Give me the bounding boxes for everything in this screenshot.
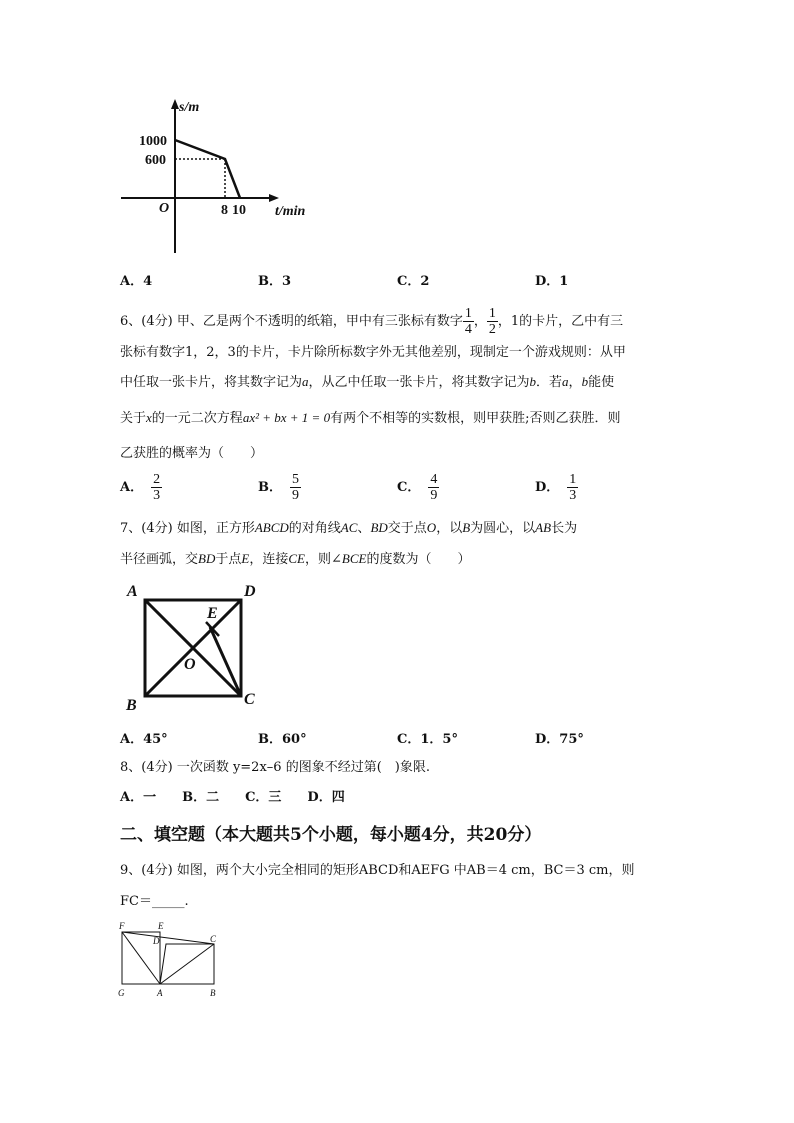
option-fraction (428, 472, 439, 503)
frac-den: 2 (488, 322, 496, 337)
q8-options[interactable]: A．一 B．二 C．三 D．四 (120, 790, 345, 805)
option-letter: D． (535, 732, 560, 747)
option-fraction (290, 472, 301, 503)
graph-x-label: t/min (275, 204, 306, 219)
var-bd: BD (198, 551, 216, 566)
q7-text: ，则∠ (304, 552, 342, 567)
q5-option-d[interactable] (535, 270, 568, 289)
q5-option-a[interactable] (120, 270, 152, 289)
frac-den: 3 (569, 488, 577, 503)
option-letter: A． (120, 480, 144, 495)
q7-line1 (120, 519, 577, 538)
var-abcd: ABCD (254, 520, 289, 535)
option-letter: C． (397, 480, 421, 495)
vertex-a: A (127, 583, 138, 600)
option-letter: A． (120, 732, 144, 747)
var-b: b (529, 374, 537, 389)
segment-ce (210, 627, 241, 696)
var-a: a (302, 374, 309, 389)
option-value: 2 (420, 274, 430, 289)
q7-text: 长为 (551, 521, 578, 536)
q7-option-a[interactable] (120, 728, 168, 747)
label-d: D (153, 936, 160, 946)
segment-ac (160, 944, 214, 984)
q6-option-c[interactable] (397, 472, 439, 503)
frac-num: 2 (153, 472, 161, 487)
q6-text: ．若 (536, 375, 563, 390)
q7-text: 7、(4分) 如图，正方形 (120, 521, 255, 536)
option-letter: B． (258, 274, 282, 289)
frac-den: 4 (464, 322, 472, 337)
label-e: E (158, 921, 164, 931)
q6-line3 (120, 373, 614, 392)
q7-text: 、 (357, 521, 371, 536)
vertex-b: B (126, 697, 137, 714)
q6-text: ，1的卡片，乙中有三 (497, 314, 624, 329)
frac-num: 4 (430, 472, 438, 487)
q6-option-b[interactable] (258, 472, 301, 503)
q6-text: 能使 (588, 375, 615, 390)
q6-line4 (120, 409, 620, 428)
q6-option-a[interactable] (120, 472, 162, 503)
q5-option-b[interactable] (258, 270, 291, 289)
q6-line2: 张标有数字1，2，3的卡片，卡片除所标数字外无其他差别，现制定一个游戏规则：从甲 (120, 345, 626, 360)
option-value: 1 (559, 274, 569, 289)
var-bd: BD (370, 520, 388, 535)
graph-tick-600: 600 (145, 153, 166, 168)
q7-option-c[interactable] (397, 728, 458, 747)
q6-text: 中任取一张卡片，将其数字记为 (120, 375, 303, 390)
point-o: O (184, 656, 196, 673)
frac-den: 9 (292, 488, 299, 503)
q7-text: 于点 (215, 552, 242, 567)
frac-num: 1 (464, 306, 472, 321)
var-ab: AB (535, 520, 552, 535)
section-2-title: 二、填空题（本大题共5个小题，每小题4分，共20分） (120, 825, 542, 845)
option-letter: C． (397, 274, 421, 289)
label-g: G (118, 988, 125, 998)
option-fraction (567, 472, 578, 503)
distance-time-graph (115, 95, 325, 255)
var-x: x (146, 410, 152, 425)
graph-tick-10: 10 (232, 203, 246, 218)
q7-option-b[interactable] (258, 728, 307, 747)
q6-line1: 6、(4分) 甲、乙是两个不透明的纸箱，甲中有三张标有数字 $\frac{1}{4}$ ， $\frac{1}{2}$ ，1的卡片，乙中有三 (120, 306, 624, 337)
frac-den: 9 (430, 488, 438, 503)
label-b: B (210, 988, 216, 998)
graph-y-label: s/m (179, 100, 200, 115)
option-fraction (151, 472, 162, 503)
rectangles-figure (114, 920, 224, 1000)
q8-question: 8、(4分) 一次函数 y=2x–6 的图象不经过第( )象限. (120, 760, 430, 775)
square-figure (120, 578, 270, 716)
segment-fc (122, 932, 214, 944)
var-e: E (241, 551, 250, 566)
frac-num: 1 (488, 306, 496, 321)
q6-text: ， (568, 375, 582, 390)
option-value: 3 (282, 274, 292, 289)
graph-tick-1000: 1000 (139, 134, 167, 149)
graph-y-arrow (171, 99, 179, 109)
option-letter: B． (258, 480, 282, 495)
label-c: C (210, 934, 217, 944)
option-letter: C． (397, 732, 421, 747)
var-a: a (562, 374, 569, 389)
vertex-c: C (244, 691, 255, 708)
q6-fraction-2 (487, 306, 498, 337)
option-value: 4 (143, 274, 153, 289)
option-value: 45° (143, 732, 168, 747)
graph-tick-8: 8 (221, 203, 228, 218)
option-value: 1．5° (420, 732, 458, 747)
option-value: 60° (282, 732, 307, 747)
q6-fraction-1 (463, 306, 474, 337)
q6-option-d[interactable] (535, 472, 578, 503)
q6-text: 的一元二次方程 (151, 411, 243, 426)
q5-option-c[interactable] (397, 270, 429, 289)
q7-text: ，连接 (249, 552, 289, 567)
q6-text: 有两个不相等的实数根，则甲获胜;否则乙获胜．则 (330, 411, 621, 426)
frac-num: 5 (292, 472, 299, 487)
q6-line5: 乙获胜的概率为（ ） (120, 446, 264, 461)
q7-text: 交于点 (387, 521, 427, 536)
q9-line2: FC＝_____. (120, 894, 189, 909)
label-f: F (119, 921, 125, 931)
q9-line1: 9、(4分) 如图，两个大小完全相同的矩形ABCD和AEFG 中AB＝4 cm，BC＝3 cm，则 (120, 863, 635, 878)
var-o: O (426, 520, 437, 535)
quadratic-equation: ax² + bx + 1 = 0 (242, 410, 331, 425)
option-value: 75° (559, 732, 584, 747)
vertex-d: D (244, 583, 256, 600)
q7-line2 (120, 550, 470, 569)
graph-origin: O (159, 201, 170, 216)
graph-x-arrow (269, 194, 279, 202)
var-bce: BCE (341, 551, 367, 566)
var-ac: AC (340, 520, 358, 535)
option-letter: D． (535, 274, 560, 289)
q7-option-d[interactable] (535, 728, 584, 747)
q7-text: ，以 (436, 521, 463, 536)
option-letter: B． (258, 732, 282, 747)
var-b: b (581, 374, 589, 389)
q6-text: ，从乙中任取一张卡片，将其数字记为 (308, 375, 530, 390)
q7-text: 为圆心，以 (470, 521, 536, 536)
frac-num: 1 (569, 472, 577, 487)
q7-text: 的对角线 (288, 521, 341, 536)
label-a: A (157, 988, 163, 998)
frac-den: 3 (153, 488, 161, 503)
point-e: E (207, 605, 218, 622)
q6-text: 6、(4分) 甲、乙是两个不透明的纸箱，甲中有三张标有数字 (120, 314, 463, 329)
option-letter: D． (535, 480, 560, 495)
graph-line (175, 140, 240, 198)
q6-text: 关于 (120, 411, 147, 426)
var-ce: CE (288, 551, 305, 566)
q7-text: 的度数为（ ） (366, 552, 471, 567)
option-letter: A． (120, 274, 144, 289)
q7-text: 半径画弧，交 (120, 552, 199, 567)
var-b: B (462, 520, 471, 535)
